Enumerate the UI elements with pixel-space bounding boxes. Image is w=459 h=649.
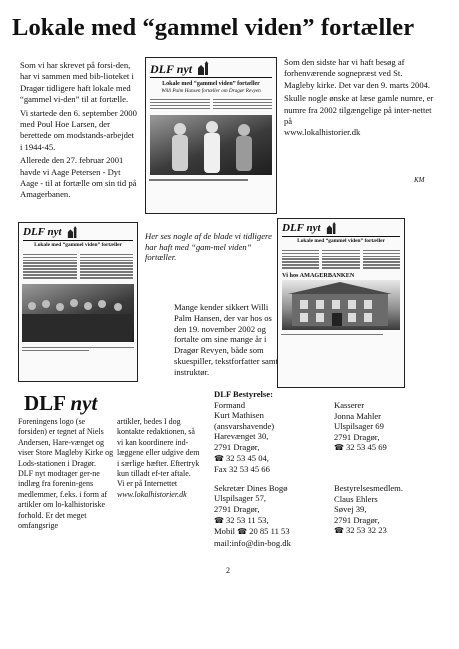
thumbnail-subhead: Willi Palm Hansen fortæller om Dragør Revyen xyxy=(161,87,261,94)
thumbnails-caption: Her ses nogle af de blade vi tidligere har haft med “gam-mel viden” fortæller. xyxy=(145,231,272,263)
group-photo xyxy=(22,284,134,342)
footer-paragraph: Foreningens logo (se forsiden) er tegnet af Niels Andersen, Hare-vænget og viser Store Magleby Kirke og Lods-stationen i Dragør. xyxy=(18,417,114,468)
telephone-icon: ☎ xyxy=(334,443,344,453)
right-column xyxy=(284,57,434,141)
intro-column xyxy=(20,60,138,203)
telephone-icon: ☎ xyxy=(214,453,224,463)
kasserer-role: Kasserer xyxy=(334,400,365,410)
medlem-city: 2791 Dragør, xyxy=(334,514,380,525)
formand-phone: ☎ 32 53 45 04, xyxy=(214,452,269,463)
willi-text: Mange kender sikkert Willi Palm Hansen, der var hos os den 19. november 2002 og fortalte om sine mange år i Dragør Revyen, både som skuespiller, tekstforfatter samt instruktør. xyxy=(174,302,278,377)
board-column-right xyxy=(334,400,444,537)
thumbnail-headline: Lokale med “gammel viden” fortæller xyxy=(297,238,385,244)
thumbnail-logo: DLF nyt xyxy=(23,226,62,238)
signature: KM xyxy=(414,176,425,184)
telephone-icon: ☎ xyxy=(237,527,248,537)
thumbnail-banner: Vi hos AMAGERBANKEN xyxy=(282,272,355,280)
board-column-left xyxy=(214,389,334,548)
thumbnail-headline: Lokale med “gammel viden” fortæller xyxy=(34,242,122,248)
right-paragraph: Skulle nogle ønske at læse gamle numre, er numre fra 2002 tilgængelige på inter-nettet på xyxy=(284,93,434,127)
page-title: Lokale med “gammel viden” fortæller xyxy=(12,14,415,41)
sekretaer-name: Sekretær Dines Bogø xyxy=(214,482,288,493)
sekretaer-mail[interactable]: mail:info@din-bog.dk xyxy=(214,537,291,548)
building-photo xyxy=(282,280,400,330)
page-number: 2 xyxy=(226,566,230,575)
medlem-street: Søvej 39, xyxy=(334,504,367,515)
footer-paragraph: artikler, bedes I dog kontakte redaktionen, så vi kan koordinere ind-læggene eller udgive dem i særlige hæfter. Eftertryk kun tilladt ef-ter aftale. xyxy=(117,417,200,479)
formand-note: (ansvarshavende) xyxy=(214,420,275,431)
kasserer-street: Ulspilsager 69 xyxy=(334,421,384,432)
intro-paragraph: Allerede den 27. februar 2001 havde vi Aage Petersen - Dyt Aage - til at fortælle om sin tid på Amagerbanen. xyxy=(20,155,137,200)
formand-name: Kurt Mathisen xyxy=(214,410,264,421)
thumbnail-headline: Lokale med “gammel viden” fortæller xyxy=(162,81,260,87)
kasserer-name: Jonna Mahler xyxy=(334,410,382,421)
footer-paragraph: Vi er på Internettet xyxy=(117,479,178,489)
medlem-role: Bestyrelsesmedlem. xyxy=(334,482,403,493)
sekretaer-city: 2791 Dragør, xyxy=(214,503,260,514)
formand-street: Harevænget 30, xyxy=(214,431,269,442)
board-heading: DLF Bestyrelse: xyxy=(214,389,273,399)
medlem-name: Claus Ehlers xyxy=(334,493,378,504)
revue-photo xyxy=(150,115,272,175)
website-link[interactable]: www.lokalhistorier.dk xyxy=(284,127,361,138)
church-icon xyxy=(325,222,339,234)
dlf-nyt-logo: DLF nyt xyxy=(24,391,98,415)
sekretaer-street: Ulspilsager 57, xyxy=(214,493,267,504)
formand-city: 2791 Dragør, xyxy=(214,441,260,452)
kasserer-phone: ☎ 32 53 45 69 xyxy=(334,442,387,453)
newsletter-thumbnail-right xyxy=(277,218,405,388)
intro-paragraph: Vi startede den 6. september 2000 med Poul Hoe Larsen, der berettede om modstands-arbejdet i 1944-45. xyxy=(20,107,137,152)
newsletter-thumbnail-top xyxy=(145,57,277,214)
footer-paragraph: DLF nyt modtager ger-ne indlæg fra forenin-gens medlemmer, f.eks. i form af artikler om lo-kalhistoriske forhold. Er det meget omfangsrige xyxy=(18,469,108,531)
telephone-icon: ☎ xyxy=(334,526,344,536)
formand-role: Formand xyxy=(214,399,246,410)
footer-col2 xyxy=(117,417,201,500)
right-paragraph: Som den sidste har vi haft besøg af forhenværende sognepræst ved St. Magleby kirke. Det var den 9. marts 2004. xyxy=(284,57,431,90)
church-icon xyxy=(196,61,212,75)
telephone-icon: ☎ xyxy=(214,515,224,525)
sekretaer-mobil: Mobil ☎ 20 85 11 53 xyxy=(214,526,290,537)
kasserer-city: 2791 Dragør, xyxy=(334,431,380,442)
website-link[interactable]: www.lokalhistorier.dk xyxy=(117,489,187,499)
intro-paragraph: Som vi har skrevet på forsi-den, har vi sammen med bib-lioteket i Dragør tidligere haft lokale med “gammel vi-den” til at fortælle. xyxy=(20,60,134,105)
newsletter-thumbnail-left xyxy=(18,222,138,382)
medlem-phone: ☎ 32 53 32 23 xyxy=(334,525,387,536)
formand-fax: Fax 32 53 45 66 xyxy=(214,464,270,475)
thumbnail-logo: DLF nyt xyxy=(282,222,321,234)
thumbnail-logo: DLF nyt xyxy=(150,62,193,76)
footer-col1 xyxy=(18,417,114,531)
sekretaer-phone: ☎ 32 53 11 53, xyxy=(214,514,269,525)
church-icon xyxy=(66,226,80,238)
